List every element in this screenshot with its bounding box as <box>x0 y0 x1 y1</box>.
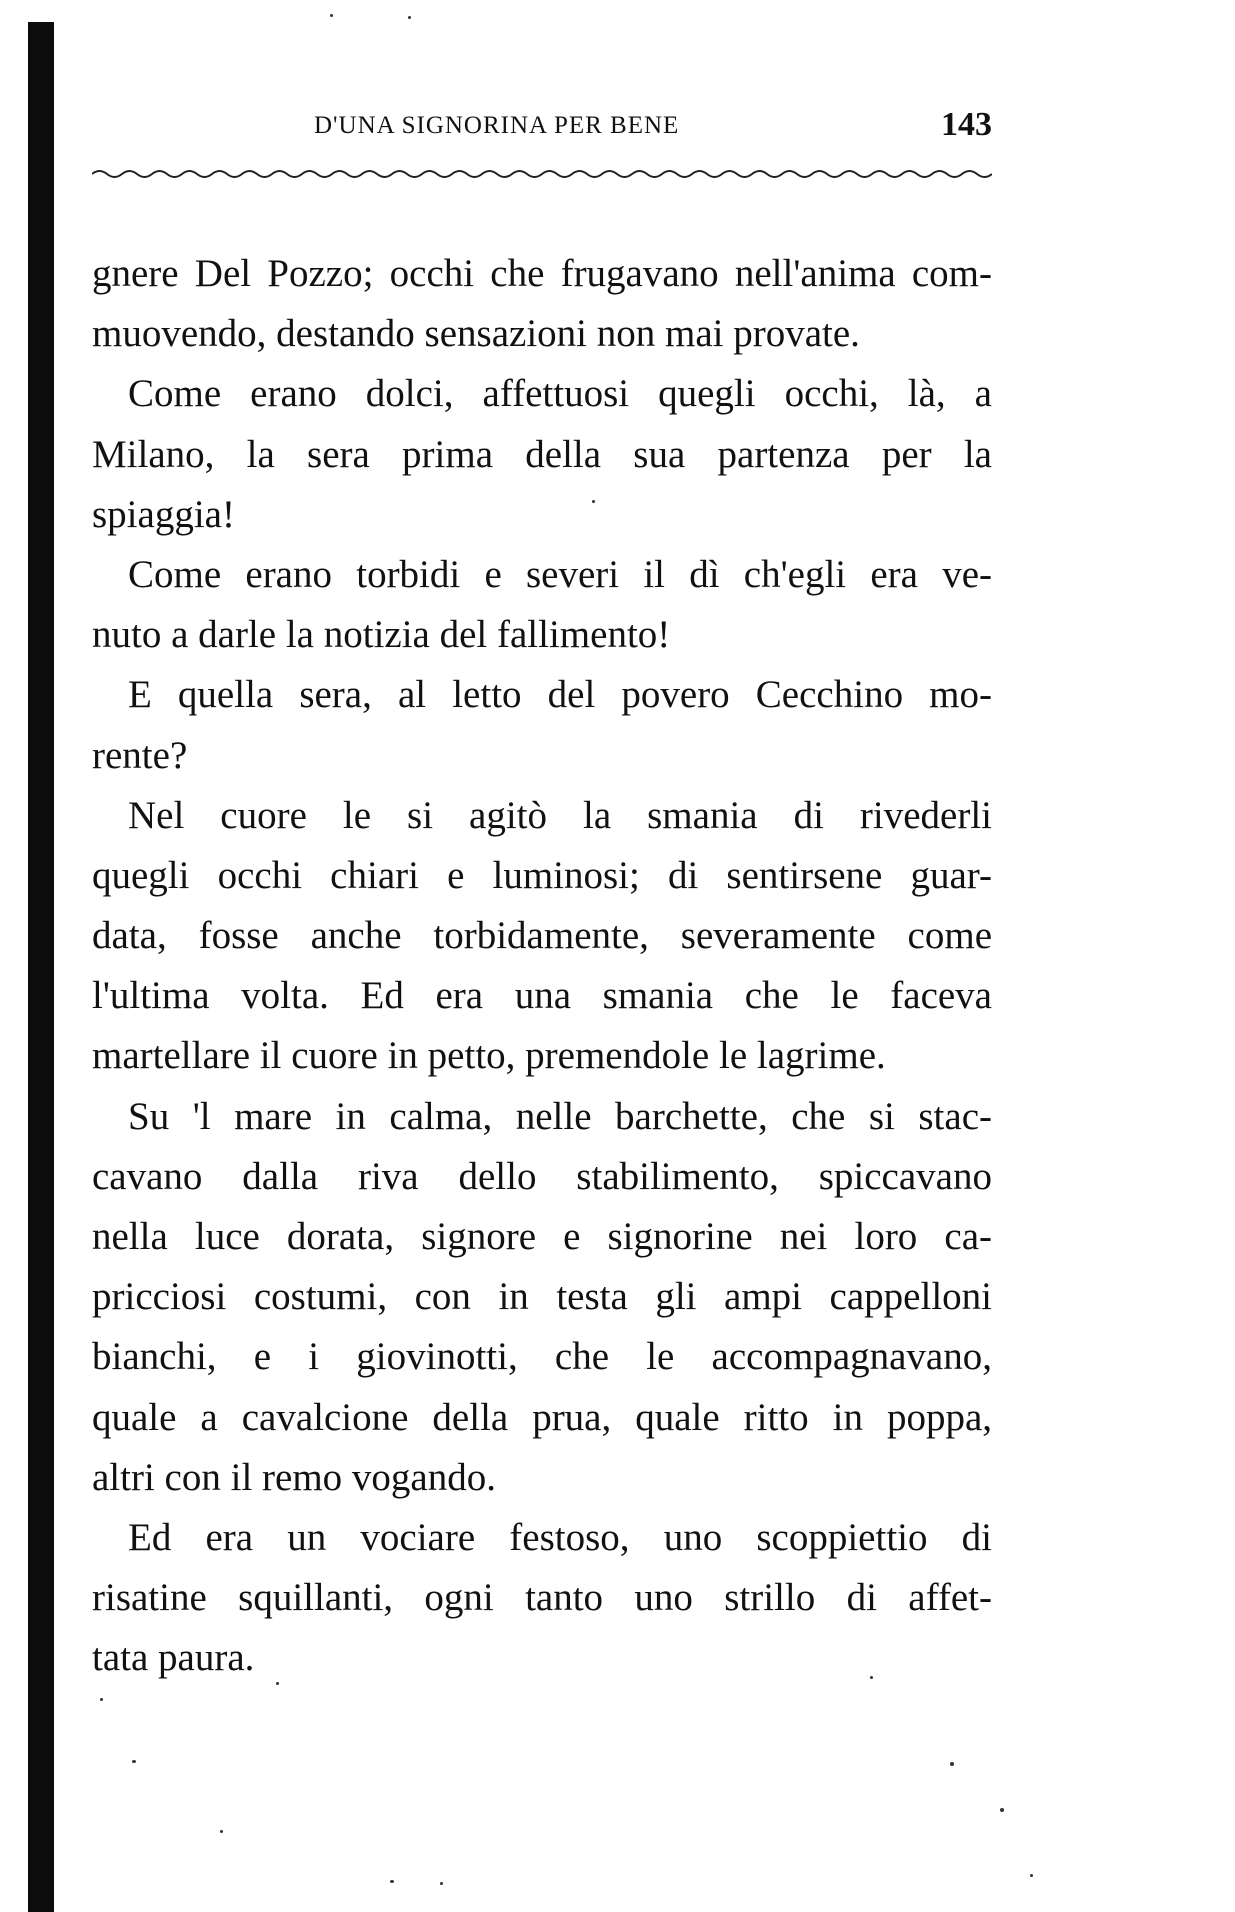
print-speck <box>870 1676 873 1679</box>
page-binding-shadow <box>28 22 54 1912</box>
running-title: D'UNA SIGNORINA PER BENE <box>314 112 680 139</box>
print-speck <box>1000 1808 1004 1812</box>
text-line: Come erano dolci, affettuosi quegli occhi, là, a <box>128 372 992 416</box>
decorative-wavy-rule <box>92 164 992 184</box>
text-line: pricciosi costumi, con in testa gli ampi cappelloni <box>92 1275 992 1319</box>
text-line: muovendo, destando sensazioni non mai provate. <box>92 312 860 356</box>
page-header <box>92 106 992 150</box>
print-speck <box>100 1698 103 1701</box>
print-speck <box>330 14 333 17</box>
text-line: risatine squillanti, ogni tanto uno strillo di affet- <box>92 1576 992 1620</box>
print-speck <box>408 16 411 19</box>
text-line: spiaggia! <box>92 492 235 536</box>
print-speck <box>390 1880 394 1883</box>
text-line: Come erano torbidi e severi il dì ch'egli era ve- <box>128 552 992 596</box>
print-speck <box>220 1830 223 1833</box>
text-line: martellare il cuore in petto, premendole le lagrime. <box>92 1034 886 1078</box>
text-line: rente? <box>92 733 188 777</box>
print-speck <box>950 1762 954 1766</box>
print-speck <box>1030 1874 1033 1877</box>
text-line: data, fosse anche torbidamente, severamente come <box>92 914 992 958</box>
page-number: 143 <box>941 106 992 143</box>
text-line: Milano, la sera prima della sua partenza per la <box>92 432 992 476</box>
text-line: tata paura. <box>92 1636 255 1680</box>
text-line: altri con il remo vogando. <box>92 1455 496 1499</box>
text-line: E quella sera, al letto del povero Cecchino mo- <box>128 673 992 717</box>
text-line: bianchi, e i giovinotti, che le accompagnavano, <box>92 1335 992 1379</box>
text-line: nella luce dorata, signore e signorine nei loro ca- <box>92 1215 992 1258</box>
text-line: Su 'l mare in calma, nelle barchette, che si stac- <box>128 1094 992 1138</box>
text-line: Nel cuore le si agitò la smania di rivederli <box>128 793 992 837</box>
text-line: l'ultima volta. Ed era una smania che le faceva <box>92 974 992 1018</box>
text-line: nuto a darle la notizia del fallimento! <box>92 613 671 657</box>
text-line: cavano dalla riva dello stabilimento, spiccavano <box>92 1154 992 1198</box>
text-line: gnere Del Pozzo; occhi che frugavano nell'anima com- <box>92 252 992 295</box>
print-speck <box>132 1760 136 1763</box>
print-speck <box>592 500 595 503</box>
print-speck <box>276 1682 279 1685</box>
body-text <box>92 244 992 1689</box>
text-line: Ed era un vociare festoso, uno scoppiettio di <box>128 1515 992 1559</box>
text-line: quale a cavalcione della prua, quale ritto in poppa, <box>92 1395 992 1439</box>
print-speck <box>440 1882 443 1885</box>
text-line: quegli occhi chiari e luminosi; di sentirsene guar- <box>92 853 992 897</box>
